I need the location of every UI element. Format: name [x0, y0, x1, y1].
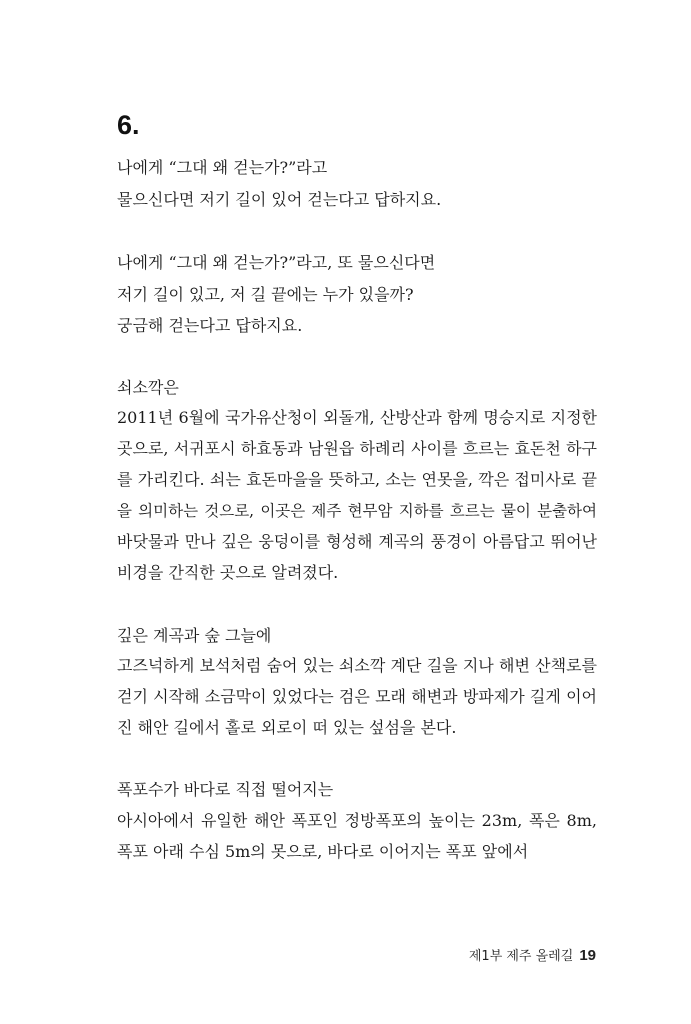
text-line: 아시아에서 유일한 해안 폭포인 정방폭포의 높이는 23m, 폭은 8m, — [117, 811, 597, 830]
text-line: 진 해안 길에서 홀로 외로이 떠 있는 섶섬을 본다. — [117, 718, 457, 737]
text-line: 나에게 “그대 왜 걷는가?”라고, 또 물으신다면 — [117, 253, 436, 272]
text-line: 깊은 계곡과 숲 그늘에 — [117, 626, 272, 645]
text-line: 바닷물과 만나 깊은 웅덩이를 형성해 계곡의 풍경이 아름답고 뛰어난 — [117, 532, 597, 551]
text-line: 나에게 “그대 왜 걷는가?”라고 — [117, 158, 328, 177]
text-line: 폭포수가 바다로 직접 떨어지는 — [117, 780, 334, 799]
text-line: 비경을 간직한 곳으로 알려졌다. — [117, 563, 339, 582]
running-footer-section: 제1부 제주 올레길 — [468, 949, 574, 964]
text-line: 2011년 6월에 국가유산청이 외돌개, 산방산과 함께 명승지로 지정한 — [117, 408, 597, 427]
text-line: 물으신다면 저기 길이 있어 걷는다고 답하지요. — [117, 190, 442, 209]
text-line: 궁금해 걷는다고 답하지요. — [117, 316, 303, 335]
text-line: 걷기 시작해 소금막이 있었다는 검은 모래 해변과 방파제가 길게 이어 — [117, 687, 597, 706]
text-line: 을 의미하는 것으로, 이곳은 제주 현무암 지하를 흐르는 물이 분출하여 — [117, 502, 597, 520]
section-heading: 6. — [117, 110, 140, 140]
text-line: 를 가리킨다. 쇠는 효돈마을을 뜻하고, 소는 연못을, 깍은 접미사로 끝 — [117, 470, 597, 489]
page-footer — [469, 945, 596, 964]
text-line: 저기 길이 있고, 저 길 끝에는 누가 있을까? — [117, 285, 414, 304]
text-line: 곳으로, 서귀포시 하효동과 남원읍 하례리 사이를 흐르는 효돈천 하구 — [117, 439, 597, 458]
text-line: 고즈넉하게 보석처럼 숨어 있는 쇠소깍 계단 길을 지나 해변 산책로를 — [117, 656, 597, 675]
text-line: 쇠소깍은 — [117, 378, 179, 397]
text-line: 폭포 아래 수심 5m의 못으로, 바다로 이어지는 폭포 앞에서 — [117, 842, 529, 861]
page-number: 19 — [579, 947, 596, 964]
